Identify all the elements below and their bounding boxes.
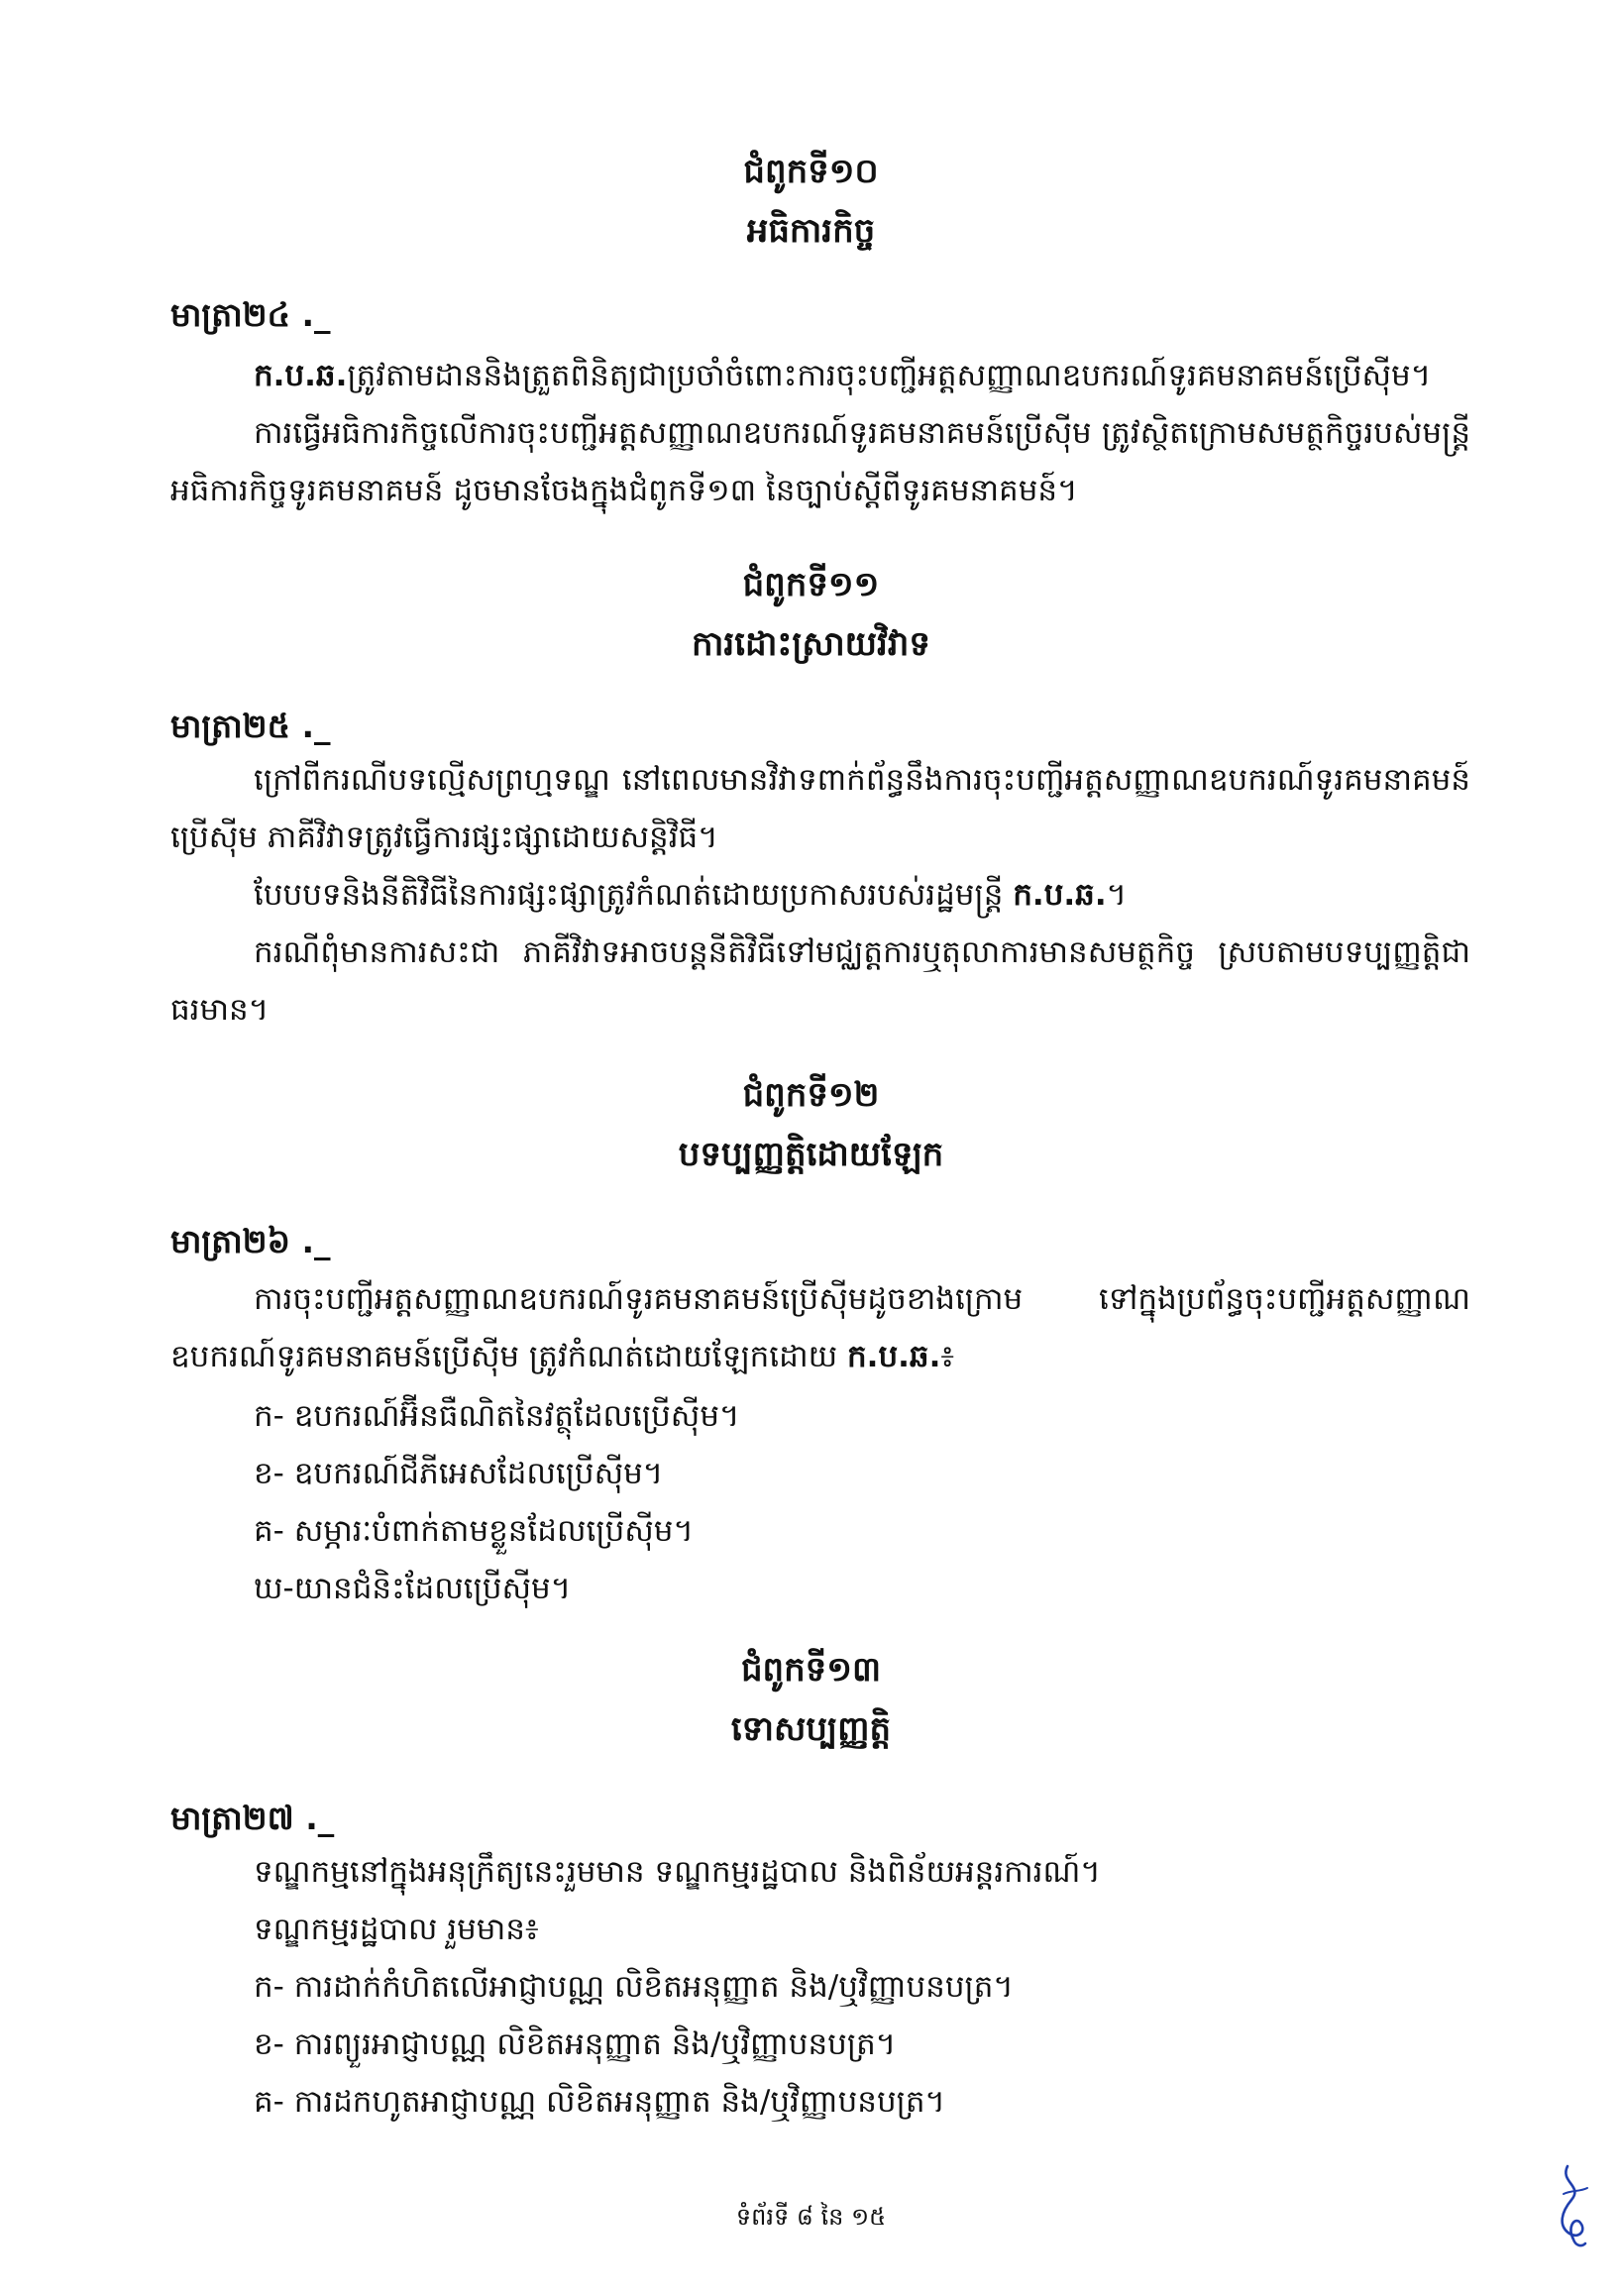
article-27-item: ក- ការដាក់កំហិតលើអាជ្ញាបណ្ណ លិខិតអនុញ្ញាត និង/ឬវិញ្ញាបនបត្រ។: [254, 1969, 1014, 2005]
chapter-number: ជំពូកទី១២: [742, 1075, 880, 1115]
article-27-paragraph-1: ទណ្ឌកម្មនៅក្នុងអនុក្រឹត្យនេះរួមមាន ទណ្ឌកម្មរដ្ឋបាល និងពិន័យអន្តរការណ៍។: [254, 1854, 1101, 1890]
paragraph-text: ការចុះបញ្ជីអត្តសញ្ញាណឧបករណ៍ទូរគមនាគមន៍ប្រើស៊ីមដូចខាងក្រោម ទៅក្នុងប្រព័ន្ធចុះបញ្ជីអត្តសញ្ញាណឧបករណ៍ទូរគមនាគមន៍ប្រើស៊ីម ត្រូវកំណត់ដោយឡែកដោយ: [170, 1281, 1470, 1374]
article-25-heading: មាត្រា២៥ ._: [170, 707, 331, 745]
chapter-number: ជំពូកទី១០: [743, 152, 879, 191]
article-24-paragraph-2: ការធ្វើអធិការកិច្ចលើការចុះបញ្ជីអត្តសញ្ញាណឧបករណ៍ទូរគមនាគមន៍ប្រើស៊ីម ត្រូវស្ថិតក្រោមសមត្ថកិច្ចរបស់មន្ត្រីអធិការកិច្ចទូរគមនាគមន៍ ដូចមានចែងក្នុងជំពូកទី១៣ នៃច្បាប់ស្ដីពីទូរគមនាគមន៍។: [170, 415, 1470, 508]
chapter-11-header: [0, 555, 1622, 674]
article-24-heading: មាត្រា២៤ ._: [170, 295, 331, 334]
article-25-paragraph-3: ករណីពុំមានការសះជា ភាគីវិវាទអាចបន្តនីតិវិធីទៅមជ្ឈត្តការឬតុលាការមានសមត្ថកិច្ច ស្របតាមបទប្បញ្ញត្តិជាធរមាន។: [170, 934, 1470, 1028]
chapter-number: ជំពូកទី១៣: [740, 1650, 882, 1690]
abbreviation: ក.ប.ឆ.: [254, 358, 348, 393]
article-27-paragraph-2: ទណ្ឌកម្មរដ្ឋបាល រួមមាន៖: [254, 1912, 539, 1947]
article-27-heading: មាត្រា២៧ ._: [170, 1799, 335, 1837]
page-number: ទំព័រទី ៨ នៃ ១៥: [735, 2203, 887, 2231]
article-24-paragraph-1: [170, 347, 1470, 404]
abbreviation: ក.ប.ឆ.: [1013, 877, 1107, 913]
signature-icon: [1554, 2160, 1593, 2249]
chapter-12-header: [0, 1065, 1622, 1184]
article-26-item: ក- ឧបករណ៍អ៊ីនធឺណិតនៃវត្ថុដែលប្រើស៊ីម។: [254, 1398, 740, 1434]
paragraph-text: ត្រូវតាមដាននិងត្រួតពិនិត្យជាប្រចាំចំពោះការចុះបញ្ជីអត្តសញ្ញាណឧបករណ៍ទូរគមនាគមន៍ប្រើស៊ីម។: [347, 358, 1432, 393]
paragraph-end: ។: [1106, 877, 1128, 913]
article-27-item: ខ- ការព្យួរអាជ្ញាបណ្ណ លិខិតអនុញ្ញាត និង/ឬវិញ្ញាបនបត្រ។: [254, 2026, 897, 2062]
chapter-title: ទោសប្បញ្ញត្តិ: [730, 1709, 892, 1749]
abbreviation: ក.ប.ឆ.: [847, 1339, 941, 1374]
paragraph-end: ៖: [940, 1339, 954, 1374]
chapter-title: បទប្បញ្ញត្តិដោយឡែក: [678, 1135, 944, 1174]
article-26-heading: មាត្រា២៦ ._: [170, 1222, 331, 1260]
article-26-item: ឃ-យានជំនិះដែលប្រើស៊ីម។: [254, 1571, 572, 1606]
chapter-title: ការដោះស្រាយវិវាទ: [692, 624, 930, 664]
article-26-paragraph-1: [170, 1270, 1470, 1385]
chapter-title: អធិការកិច្ច: [746, 211, 876, 251]
paragraph-text: បែបបទនិងនីតិវិធីនៃការផ្សះផ្សាត្រូវកំណត់ដោយប្រកាសរបស់រដ្ឋមន្ត្រី: [254, 877, 1014, 913]
article-25-paragraph-1: ក្រៅពីករណីបទល្មើសព្រហ្មទណ្ឌ នៅពេលមានវិវាទពាក់ព័ន្ធនឹងការចុះបញ្ជីអត្តសញ្ញាណឧបករណ៍ទូរគមនាគមន៍ប្រើស៊ីម ភាគីវិវាទត្រូវធ្វើការផ្សះផ្សាដោយសន្តិវិធី។: [170, 762, 1470, 855]
article-26-item: គ- សម្ភារៈបំពាក់តាមខ្លួនដែលប្រើស៊ីម។: [254, 1513, 694, 1549]
article-27-item: គ- ការដកហូតអាជ្ញាបណ្ណ លិខិតអនុញ្ញាត និង/ឬវិញ្ញាបនបត្រ។: [254, 2084, 945, 2120]
chapter-13-header: [0, 1640, 1622, 1759]
article-25-paragraph-2: [170, 866, 1470, 924]
chapter-10-header: [0, 142, 1622, 261]
chapter-number: ជំពូកទី១១: [742, 565, 880, 604]
article-26-item: ខ- ឧបករណ៍ជីភីអេសដែលប្រើស៊ីម។: [254, 1456, 664, 1491]
